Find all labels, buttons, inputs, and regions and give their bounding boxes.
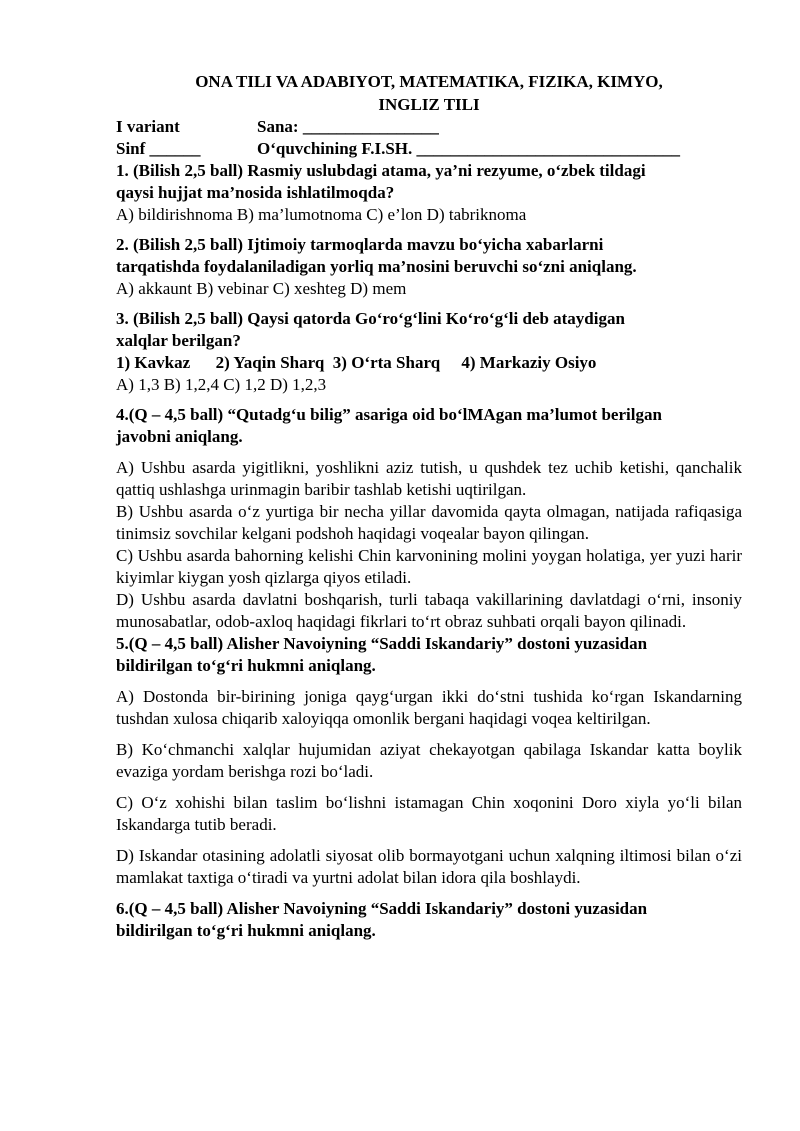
question-1-options: A) bildirishnoma B) ma’lumotnoma C) e’lon D) tabriknoma (116, 205, 527, 224)
question-4-option-a: A) Ushbu asarda yigitlikni, yoshlikni aziz tutish, u qushdek tez uchib ketishi, qanchalik qattiq ushlashga urinmagin baribir tashlab ketishi uqtirilgan. (116, 458, 742, 499)
question-5-option-b: B) Ko‘chmanchi xalqlar hujumidan aziyat chekayotgan qabilaga Iskandar katta boylik evaziga yordam berishga rozi bo‘ladi. (116, 740, 742, 781)
question-4-option-c: C) Ushbu asarda bahorning kelishi Chin karvonining molini yoygan holatiga, yer yuzi harir kiyimlar kiygan yosh qizlarga qiyos etiladi. (116, 546, 742, 587)
question-2-options: A) akkaunt B) vebinar C) xeshteg D) mem (116, 279, 407, 298)
question-4 (116, 404, 742, 633)
class-field: Sinf ______ (116, 139, 201, 158)
question-3-text (116, 308, 742, 374)
question-1 (116, 160, 742, 226)
question-1-line-2: qaysi hujjat ma’nosida ishlatilmoqda? (116, 183, 395, 202)
question-5-option-a: A) Dostonda bir-birining joniga qayg‘urgan ikki do‘stni tushida ko‘rgan Iskandarning tushdan xulosa chiqarib xaloyiqqa omonlik bergani haqidagi voqea keltirilgan. (116, 687, 742, 728)
question-4-text (116, 404, 742, 448)
title-line-2: INGLIZ TILI (378, 95, 480, 114)
question-3-options: A) 1,3 B) 1,2,4 C) 1,2 D) 1,2,3 (116, 375, 327, 394)
question-4-line-1: 4.(Q – 4,5 ball) “Qutadg‘u bilig” asariga oid bo‘lMAgan ma’lumot berilgan (116, 405, 662, 424)
question-6-line-1: 6.(Q – 4,5 ball) Alisher Navoiyning “Saddi Iskandariy” dostoni yuzasidan (116, 899, 648, 918)
title-line-1: ONA TILI VA ADABIYOT, MATEMATIKA, FIZIKA, KIMYO, (195, 72, 663, 91)
question-4-option-d: D) Ushbu asarda davlatni boshqarish, turli tabaqa vakillarining davlatdagi o‘rni, insoniy munosabatlar, odob-axloq haqidagi fikrlari to‘rt obraz suhbati orqali bayon qilinadi. (116, 590, 742, 631)
question-6-line-2: bildirilgan to‘g‘ri hukmni aniqlang. (116, 921, 376, 940)
question-6-text (116, 898, 742, 942)
header-row-1 (116, 116, 742, 138)
question-5-line-2: bildirilgan to‘g‘ri hukmni aniqlang. (116, 656, 376, 675)
question-2-line-2: tarqatishda foydalaniladigan yorliq ma’nosini beruvchi so‘zni aniqlang. (116, 257, 637, 276)
question-3 (116, 308, 742, 396)
header-row-2 (116, 138, 742, 160)
question-3-items: 1) Kavkaz 2) Yaqin Sharq 3) O‘rta Sharq 4) Markaziy Osiyo (116, 353, 597, 372)
question-1-line-1: 1. (Bilish 2,5 ball) Rasmiy uslubdagi atama, ya’ni rezyume, o‘zbek tildagi (116, 161, 646, 180)
question-5 (116, 633, 742, 889)
student-name-field: O‘quvchining F.I.SH. _______________________________ (257, 139, 681, 158)
question-2-text (116, 234, 742, 278)
question-4-option-b: B) Ushbu asarda o‘z yurtiga bir necha yillar davomida qayta olmagan, natijada rafiqasiga tinimsiz sovchilar kelgani podshoh haqidagi voqealar bayon qilingan. (116, 502, 742, 543)
question-2-line-1: 2. (Bilish 2,5 ball) Ijtimoiy tarmoqlarda mavzu bo‘yicha xabarlarni (116, 235, 604, 254)
question-3-line-2: xalqlar berilgan? (116, 331, 241, 350)
question-4-line-2: javobni aniqlang. (116, 427, 243, 446)
question-5-text (116, 633, 742, 677)
question-5-line-1: 5.(Q – 4,5 ball) Alisher Navoiyning “Saddi Iskandariy” dostoni yuzasidan (116, 634, 648, 653)
page-title (116, 70, 742, 116)
question-5-option-d: D) Iskandar otasining adolatli siyosat olib bormayotgani uchun xalqning iltimosi bilan o‘zi mamlakat taxtiga o‘tiradi va yurtni adolat bilan idora qila boshlaydi. (116, 846, 742, 887)
question-6 (116, 898, 742, 942)
question-3-line-1: 3. (Bilish 2,5 ball) Qaysi qatorda Go‘ro‘g‘lini Ko‘ro‘g‘li deb ataydigan (116, 309, 625, 328)
variant-label: I variant (116, 117, 180, 136)
exam-page (116, 70, 742, 942)
question-5-option-c: C) O‘z xohishi bilan taslim bo‘lishni istamagan Chin xoqonini Doro xiyla yo‘li bilan Iskandarga tutib beradi. (116, 793, 742, 834)
date-field: Sana: ________________ (257, 117, 439, 136)
question-2 (116, 234, 742, 300)
question-1-text (116, 160, 742, 204)
